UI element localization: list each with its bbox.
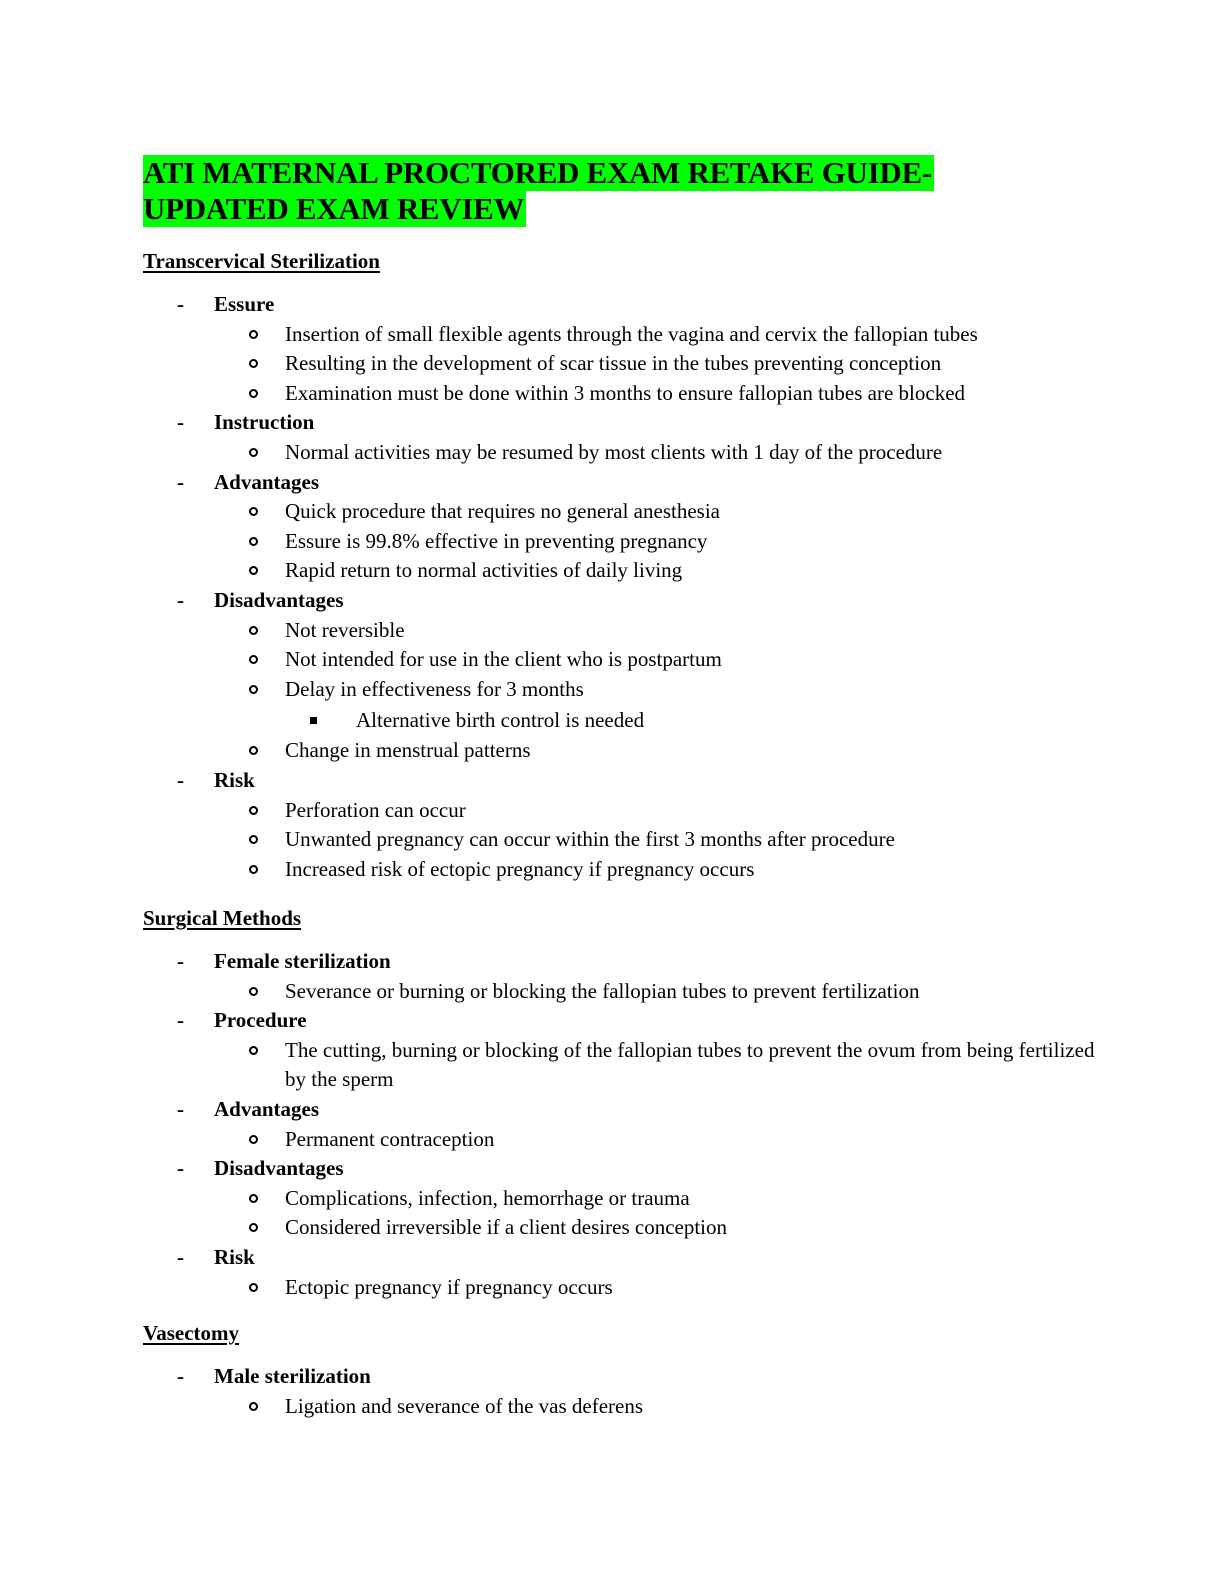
item-label: Disadvantages bbox=[214, 1156, 344, 1181]
sub-item-text: Considered irreversible if a client desires conception bbox=[285, 1215, 728, 1240]
circle-bullet-icon bbox=[249, 1283, 258, 1292]
item-label: Advantages bbox=[214, 469, 320, 494]
sub-item bbox=[214, 320, 1103, 350]
sub-item-text: Severance or burning or blocking the fallopian tubes to prevent fertilization bbox=[285, 978, 920, 1003]
sub-item-text: Ligation and severance of the vas deferens bbox=[285, 1393, 644, 1418]
circle-bullet-icon bbox=[249, 359, 258, 368]
circle-bullet-icon bbox=[249, 389, 258, 398]
sub-list bbox=[214, 1184, 1103, 1243]
sub-item bbox=[214, 438, 1103, 468]
sub-item-text: Rapid return to normal activities of daily living bbox=[285, 558, 683, 583]
circle-bullet-icon bbox=[249, 1135, 258, 1144]
sub-item bbox=[214, 855, 1103, 885]
sub-sub-item-text: Alternative birth control is needed bbox=[356, 708, 645, 733]
circle-bullet-icon bbox=[249, 566, 258, 575]
sub-item-text: Permanent contraception bbox=[285, 1126, 495, 1151]
circle-bullet-icon bbox=[249, 835, 258, 844]
sub-list bbox=[214, 1392, 1103, 1422]
dash-bullet: - bbox=[177, 1156, 184, 1181]
dash-bullet: - bbox=[177, 1364, 184, 1388]
circle-bullet-icon bbox=[249, 626, 258, 635]
sub-item-text: Change in menstrual patterns bbox=[285, 738, 531, 763]
list-item bbox=[143, 290, 1103, 408]
list-item bbox=[143, 1006, 1103, 1095]
list-item bbox=[143, 1362, 1103, 1421]
sub-sub-item bbox=[285, 704, 1103, 736]
section-transcervical-sterilization bbox=[143, 246, 1103, 884]
dash-bullet: - bbox=[177, 469, 184, 494]
sub-item-text: Resulting in the development of scar tissue in the tubes preventing conception bbox=[285, 351, 942, 376]
sub-item bbox=[214, 977, 1103, 1007]
sub-list bbox=[214, 320, 1103, 409]
sub-list bbox=[214, 438, 1103, 468]
sub-item-text: Ectopic pregnancy if pregnancy occurs bbox=[285, 1274, 613, 1299]
item-label: Risk bbox=[214, 767, 255, 792]
item-label: Instruction bbox=[214, 410, 315, 435]
sub-item bbox=[214, 796, 1103, 826]
circle-bullet-icon bbox=[249, 330, 258, 339]
sub-item bbox=[214, 379, 1103, 409]
sub-item bbox=[214, 616, 1103, 646]
dash-bullet: - bbox=[177, 410, 184, 435]
sub-item-text: Quick procedure that requires no general anesthesia bbox=[285, 499, 720, 524]
item-label: Essure bbox=[214, 292, 275, 316]
sub-item bbox=[214, 1184, 1103, 1214]
sub-item bbox=[214, 736, 1103, 766]
circle-bullet-icon bbox=[249, 987, 258, 996]
list-item bbox=[143, 947, 1103, 1006]
document-title bbox=[143, 155, 934, 227]
item-label: Disadvantages bbox=[214, 587, 344, 612]
section-heading: Transcervical Sterilization bbox=[143, 249, 380, 273]
sub-item-text: Normal activities may be resumed by most clients with 1 day of the procedure bbox=[285, 439, 943, 464]
sub-item-text: Insertion of small flexible agents through the vagina and cervix the fallopian tubes bbox=[285, 321, 978, 346]
circle-bullet-icon bbox=[249, 1194, 258, 1203]
sub-list bbox=[214, 497, 1103, 586]
circle-bullet-icon bbox=[249, 1223, 258, 1232]
sub-list bbox=[214, 1036, 1103, 1095]
section-heading: Surgical Methods bbox=[143, 906, 302, 930]
sub-item-text: Increased risk of ectopic pregnancy if pregnancy occurs bbox=[285, 856, 755, 881]
dash-bullet: - bbox=[177, 1008, 184, 1033]
item-label: Advantages bbox=[214, 1096, 320, 1121]
sub-item bbox=[214, 1392, 1103, 1422]
circle-bullet-icon bbox=[249, 1046, 258, 1055]
sub-list bbox=[214, 796, 1103, 885]
circle-bullet-icon bbox=[249, 655, 258, 664]
title-line-1: ATI MATERNAL PROCTORED EXAM RETAKE GUIDE- bbox=[143, 155, 932, 190]
sub-item bbox=[214, 1273, 1103, 1303]
sub-sub-list bbox=[285, 704, 1103, 736]
dash-bullet: - bbox=[177, 587, 184, 612]
sub-item bbox=[214, 1125, 1103, 1155]
sub-item bbox=[214, 497, 1103, 527]
section-vasectomy bbox=[143, 1318, 1103, 1421]
dash-bullet: - bbox=[177, 949, 184, 973]
list-item bbox=[143, 1095, 1103, 1154]
sub-item-text: Delay in effectiveness for 3 months bbox=[285, 676, 584, 701]
sub-item-text: Complications, infection, hemorrhage or trauma bbox=[285, 1185, 690, 1210]
item-label: Male sterilization bbox=[214, 1364, 371, 1388]
item-label: Female sterilization bbox=[214, 949, 391, 973]
sub-item-text: Examination must be done within 3 months to ensure fallopian tubes are blocked bbox=[285, 380, 966, 405]
square-bullet-icon bbox=[310, 717, 317, 724]
item-list bbox=[143, 947, 1103, 1302]
sub-list bbox=[214, 616, 1103, 766]
dash-bullet: - bbox=[177, 767, 184, 792]
sub-item-text: Unwanted pregnancy can occur within the first 3 months after procedure bbox=[285, 827, 895, 852]
sub-item-text: Essure is 99.8% effective in preventing pregnancy bbox=[285, 528, 708, 553]
sub-item bbox=[214, 349, 1103, 379]
item-list bbox=[143, 290, 1103, 884]
circle-bullet-icon bbox=[249, 806, 258, 815]
sub-item bbox=[214, 1213, 1103, 1243]
sub-item-text: Perforation can occur bbox=[285, 797, 466, 822]
sub-item bbox=[214, 825, 1103, 855]
item-list bbox=[143, 1362, 1103, 1421]
sub-list bbox=[214, 1273, 1103, 1303]
sub-item-text: Not intended for use in the client who is postpartum bbox=[285, 647, 722, 672]
sub-item-text: Not reversible bbox=[285, 617, 405, 642]
dash-bullet: - bbox=[177, 1096, 184, 1121]
list-item bbox=[143, 468, 1103, 586]
list-item bbox=[143, 1154, 1103, 1243]
item-label: Risk bbox=[214, 1244, 255, 1269]
section-surgical-methods bbox=[143, 903, 1103, 1302]
circle-bullet-icon bbox=[249, 507, 258, 516]
list-item bbox=[143, 766, 1103, 884]
list-item bbox=[143, 586, 1103, 766]
sub-item bbox=[214, 645, 1103, 675]
circle-bullet-icon bbox=[249, 865, 258, 874]
sub-list bbox=[214, 1125, 1103, 1155]
list-item bbox=[143, 408, 1103, 467]
sub-item bbox=[214, 1036, 1103, 1095]
title-line-2: UPDATED EXAM REVIEW bbox=[143, 191, 525, 226]
circle-bullet-icon bbox=[249, 537, 258, 546]
sub-item-text: The cutting, burning or blocking of the fallopian tubes to prevent the ovum from being fertilized by the sperm bbox=[285, 1037, 1095, 1092]
circle-bullet-icon bbox=[249, 1402, 258, 1411]
sub-list bbox=[214, 977, 1103, 1007]
item-label: Procedure bbox=[214, 1008, 307, 1033]
section-heading: Vasectomy bbox=[143, 1321, 240, 1345]
list-item bbox=[143, 1243, 1103, 1302]
sub-item bbox=[214, 556, 1103, 586]
circle-bullet-icon bbox=[249, 448, 258, 457]
circle-bullet-icon bbox=[249, 685, 258, 694]
sub-item bbox=[214, 675, 1103, 737]
circle-bullet-icon bbox=[249, 746, 258, 755]
dash-bullet: - bbox=[177, 292, 184, 316]
dash-bullet: - bbox=[177, 1244, 184, 1269]
sub-item bbox=[214, 527, 1103, 557]
